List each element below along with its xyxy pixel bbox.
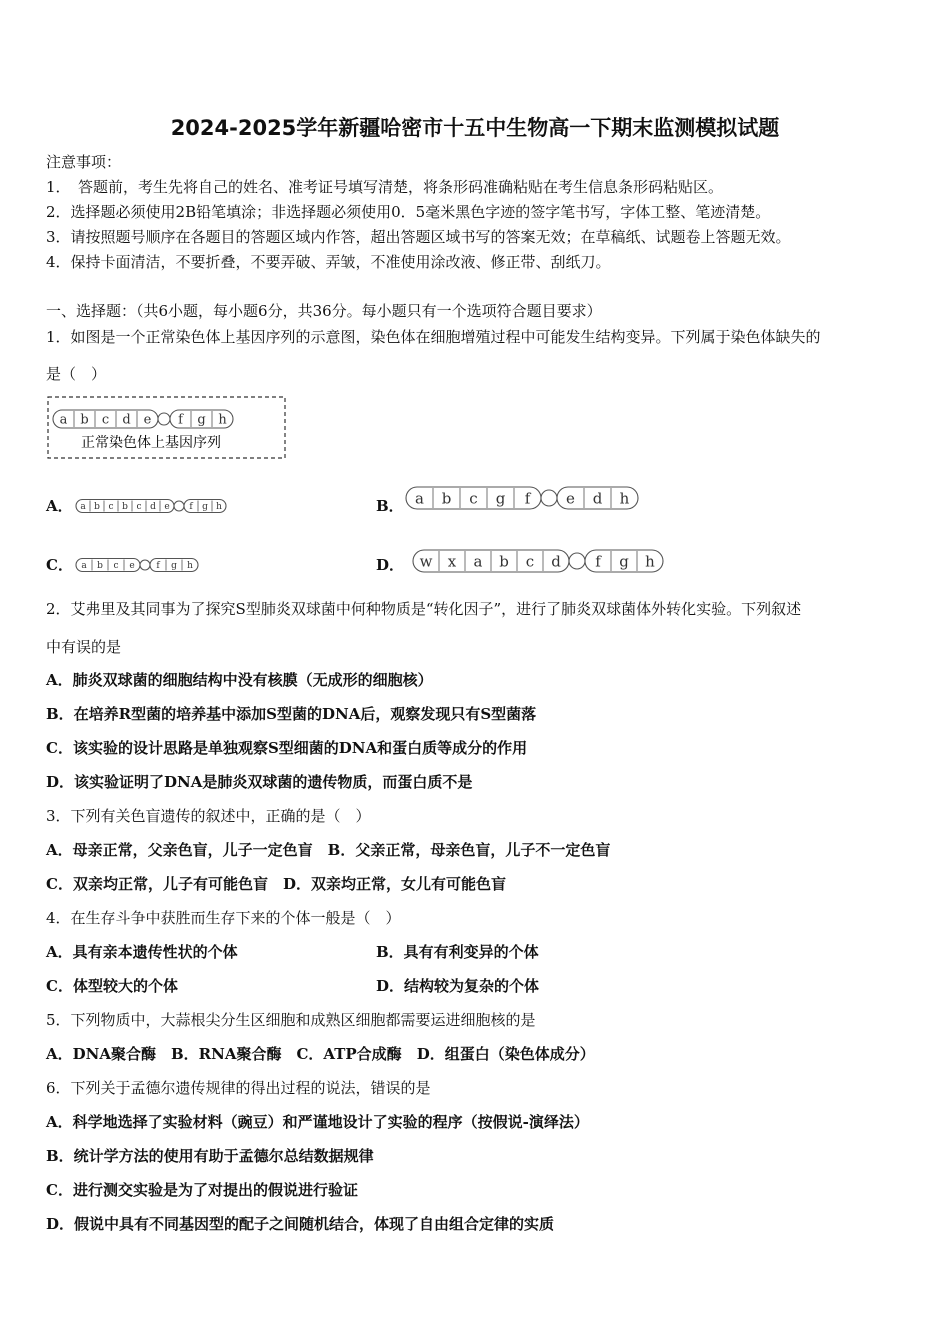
gene-label: e	[566, 489, 575, 508]
gene-label: w	[419, 552, 433, 571]
gene-label: g	[619, 552, 629, 571]
centromere	[569, 553, 585, 569]
gene-label: a	[80, 502, 86, 513]
gene-label: f	[156, 561, 160, 572]
q4-stem: 4．在生存斗争中获胜而生存下来的个体一般是（ ）	[46, 909, 401, 927]
gene-label: c	[525, 552, 535, 571]
gene-label: d	[122, 412, 131, 428]
q2-option-d[interactable]: D．该实验证明了DNA是肺炎双球菌的遗传物质，而蛋白质不是	[46, 773, 473, 791]
q1-stem-cont: 是（ ）	[46, 365, 107, 383]
gene-label: a	[81, 561, 87, 572]
gene-label: f	[178, 412, 183, 428]
gene-label: c	[108, 502, 114, 513]
q4-option-a[interactable]: A．具有亲本遗传性状的个体	[46, 943, 238, 961]
gene-label: c	[469, 489, 478, 508]
page-title: 2024-2025学年新疆哈密市十五中生物高一下期末监测模拟试题	[170, 116, 780, 140]
q2-option-c[interactable]: C．该实验的设计思路是单独观察S型细菌的DNA和蛋白质等成分的作用	[46, 739, 528, 757]
q3-stem: 3．下列有关色盲遗传的叙述中，正确的是（ ）	[46, 807, 371, 825]
gene-label: h	[645, 552, 655, 571]
figure-caption: 正常染色体上基因序列	[81, 435, 221, 451]
gene-label: h	[216, 502, 222, 513]
q2-stem: 2．艾弗里及其同事为了探究S型肺炎双球菌中何种物质是“转化因子”，进行了肺炎双球菌体外转化实验。下列叙述	[46, 600, 802, 618]
q2-option-b[interactable]: B．在培养R型菌的培养基中添加S型菌的DNA后，观察发现只有S型菌落	[46, 705, 537, 723]
gene-label: e	[129, 561, 135, 572]
gene-label: a	[415, 489, 424, 508]
q6-option-d[interactable]: D．假说中具有不同基因型的配子之间随机结合，体现了自由组合定律的实质	[46, 1215, 555, 1233]
q6-stem: 6．下列关于孟德尔遗传规律的得出过程的说法，错误的是	[46, 1079, 431, 1097]
q1-option-a-label[interactable]: A．	[46, 497, 73, 515]
q3-options-cd[interactable]: C．双亲均正常，儿子有可能色盲 D．双亲均正常，女儿有可能色盲	[46, 875, 506, 893]
gene-label: x	[447, 552, 457, 571]
gene-label: g	[171, 561, 177, 572]
gene-label: f	[524, 489, 531, 508]
q6-option-c[interactable]: C．进行测交实验是为了对提出的假说进行验证	[46, 1181, 358, 1199]
centromere	[174, 501, 184, 511]
q2-option-a[interactable]: A．肺炎双球菌的细胞结构中没有核膜（无成形的细胞核）	[46, 671, 433, 689]
gene-label: f	[189, 502, 193, 513]
gene-label: d	[150, 502, 156, 513]
q4-option-b[interactable]: B．具有有利变异的个体	[376, 943, 539, 961]
q5-stem: 5．下列物质中，大蒜根尖分生区细胞和成熟区细胞都需要运进细胞核的是	[46, 1011, 536, 1029]
notice-heading: 注意事项：	[46, 153, 122, 171]
q1-option-b-label[interactable]: B．	[376, 497, 404, 515]
q1-option-c-label[interactable]: C．	[46, 556, 73, 574]
q4-option-d[interactable]: D．结构较为复杂的个体	[376, 977, 540, 995]
q4-option-c[interactable]: C．体型较大的个体	[46, 977, 178, 995]
gene-label: b	[499, 552, 509, 571]
gene-label: g	[202, 502, 208, 513]
gene-label: e	[143, 412, 152, 428]
gene-label: a	[59, 412, 68, 428]
gene-label: f	[595, 552, 601, 571]
q5-options[interactable]: A．DNA聚合酶 B．RNA聚合酶 C．ATP合成酶 D．组蛋白（染色体成分）	[46, 1045, 595, 1063]
gene-label: c	[113, 561, 119, 572]
centromere	[140, 560, 150, 570]
notice-item: 1． 答题前，考生先将自己的姓名、准考证号填写清楚，将条形码准确粘贴在考生信息条形码粘贴区。	[46, 178, 724, 196]
gene-label: g	[197, 412, 206, 428]
q1-stem: 1．如图是一个正常染色体上基因序列的示意图，染色体在细胞增殖过程中可能发生结构变异。下列属于染色体缺失的	[46, 328, 821, 346]
q6-option-b[interactable]: B．统计学方法的使用有助于孟德尔总结数据规律	[46, 1147, 374, 1165]
q3-options-ab[interactable]: A．母亲正常，父亲色盲，儿子一定色盲 B．父亲正常，母亲色盲，儿子不一定色盲	[46, 841, 611, 859]
gene-label: h	[187, 561, 193, 572]
gene-label: h	[619, 489, 630, 508]
gene-label: g	[495, 489, 506, 508]
q1-option-d-label[interactable]: D．	[376, 556, 405, 574]
gene-label: e	[164, 502, 170, 513]
gene-label: c	[101, 412, 110, 428]
gene-label: b	[441, 489, 452, 508]
section-heading: 一、选择题：（共6小题，每小题6分，共36分。每小题只有一个选项符合题目要求）	[46, 302, 602, 320]
centromere	[158, 413, 170, 425]
gene-label: h	[218, 412, 227, 428]
q1-option-d-chromosome[interactable]	[410, 546, 680, 576]
gene-label: d	[551, 552, 561, 571]
q1-option-a-chromosome[interactable]	[74, 495, 249, 517]
notice-item: 4．保持卡面清洁，不要折叠，不要弄破、弄皱，不准使用涂改液、修正带、刮纸刀。	[46, 253, 611, 271]
q6-option-a[interactable]: A．科学地选择了实验材料（豌豆）和严谨地设计了实验的程序（按假说-演绎法）	[46, 1113, 589, 1131]
q2-stem-cont: 中有误的是	[46, 638, 122, 656]
gene-label: d	[592, 489, 603, 508]
gene-label: b	[122, 502, 128, 513]
gene-label: c	[136, 502, 142, 513]
q1-option-c-chromosome[interactable]	[74, 555, 219, 575]
gene-label: a	[473, 552, 483, 571]
q1-option-b-chromosome[interactable]	[404, 483, 644, 513]
notice-item: 2．选择题必须使用2B铅笔填涂；非选择题必须使用0．5毫米黑色字迹的签字笔书写，字体工整、笔迹清楚。	[46, 203, 771, 221]
notice-item: 3．请按照题号顺序在各题目的答题区域内作答，超出答题区域书写的答案无效；在草稿纸、试题卷上答题无效。	[46, 228, 791, 246]
gene-label: b	[80, 412, 89, 428]
gene-label: b	[94, 502, 100, 513]
centromere	[541, 490, 557, 506]
normal-chromosome-figure	[47, 396, 287, 460]
gene-label: b	[97, 561, 103, 572]
